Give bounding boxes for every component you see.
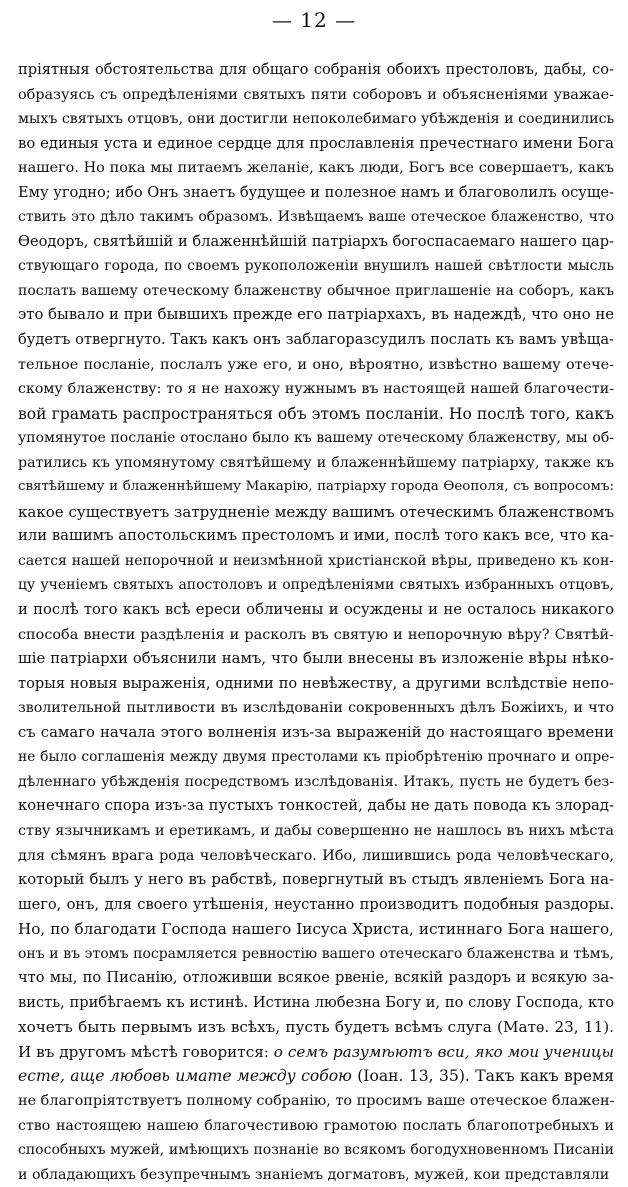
text-line: что мы, по Писанію, отложивши всякое рвеніе, всякій раздоръ и всякую за-: [18, 969, 614, 987]
text-line: И въ другомъ мѣстѣ говорится: о семъ разумѣютъ вси, яко мои ученицы: [18, 1042, 614, 1061]
text-line: онъ и въ этомъ посрамляется ревностію вашего отеческаго блаженства и тѣмъ,: [18, 945, 614, 962]
text-line: есте, аще любовь имате между собою (Іоан. 13, 35). Такъ какъ время: [18, 1067, 614, 1086]
text-line: послать вашему отеческому блаженству обычное приглашеніе на соборъ, какъ: [18, 282, 614, 299]
text-line: ству язычникамъ и еретикамъ, и дабы совершенно не нашлось въ нихъ мѣста: [18, 822, 614, 839]
text-line: торыя новыя выраженія, одними по невѣжеству, а другими вслѣдствіе непо-: [18, 674, 614, 692]
text-line: во единыя уста и единое сердце для прославленія пречестнаго имени Бога: [18, 134, 614, 152]
text-line: это бывало и при бывшихъ прежде его патріархахъ, въ надеждѣ, что оно не: [18, 306, 614, 324]
text-line: и послѣ того какъ всѣ ереси обличены и осуждены и не осталось никакого: [18, 601, 614, 619]
text-line: способа внести раздѣленія и расколъ въ святую и непорочную вѣру? Святѣй-: [18, 626, 614, 643]
text-line: пріятныя обстоятельства для общаго собранія обоихъ престоловъ, дабы, со-: [18, 61, 614, 78]
text-line: будетъ отвергнуто. Такъ какъ онъ заблагоразсудилъ послать къ вамъ увѣща-: [18, 331, 614, 349]
text-line: не было соглашенія между двумя престолами къ пріобрѣтенію прочнаго и опре-: [18, 749, 614, 766]
text-line: для сѣмянъ врага рода человѣческаго. Ибо, лишившись рода человѣческаго,: [18, 847, 614, 864]
text-line: конечнаго спора изъ-за пустыхъ тонкостей, дабы не дать повода къ злорад-: [18, 797, 614, 815]
text-line: дѣленнаго убѣжденія посредствомъ изслѣдованія. Итакъ, пусть не будетъ без-: [18, 773, 614, 790]
text-line: Но, по благодати Господа нашего Іисуса Христа, истиннаго Бога нашего,: [18, 920, 614, 939]
text-line: Ему угодно; ибо Онъ знаетъ будущее и полезное намъ и благоволилъ осуще-: [18, 183, 614, 201]
text-line: ствить это дѣло такимъ образомъ. Извѣщаемъ ваше отеческое блаженство, что: [18, 209, 614, 226]
text-line: образуясь съ опредѣленіями святыхъ пяти соборовъ и объясненіями уважае-: [18, 86, 614, 103]
text-line: способныхъ мужей, имѣющихъ познаніе во всякомъ богодухновенномъ Писаніи: [18, 1142, 614, 1159]
text-line: съ самаго начала этого волненія изъ-за выраженій до настоящаго времени: [18, 723, 614, 741]
page-number: — 12 —: [271, 8, 357, 32]
body-text: [18, 58, 614, 1187]
text-line: скому блаженству: то я не нахожу нужнымъ въ настоящей нашей благочести-: [18, 381, 614, 398]
text-line: шіе патріархи объяснили намъ, что были внесены въ изложеніе вѣры нѣко-: [18, 650, 614, 668]
text-line: ратились къ упомянутому святѣйшему и блаженнѣйшему патріарху, также къ: [18, 454, 614, 471]
text-line: нашего. Но пока мы питаемъ желаніе, какъ люди, Богъ все совершаетъ, какъ: [18, 160, 614, 177]
text-line: не благопріятствуетъ полному собранію, то просимъ ваше отеческое блажен-: [18, 1092, 615, 1109]
text-line: который былъ у него въ рабствѣ, повергнутый въ стыдъ явленіемъ Бога на-: [18, 871, 614, 889]
text-line: вой грамать распространяться объ этомъ посланіи. Но послѣ того, какъ: [18, 404, 614, 423]
text-line: Ѳеодоръ, святѣйшій и блаженнѣйшій патріархъ богоспасаемаго нашего цар-: [18, 232, 614, 250]
text-line: ство настоящею нашею благочестивою грамотою послать благопотребныхъ и: [18, 1117, 614, 1134]
text-line: зволительной пытливости въ изслѣдованіи сокровенныхъ дѣлъ Божіихъ, и что: [18, 700, 614, 717]
text-line: висть, прибѣгаемъ къ истинѣ. Истина любезна Богу и, по слову Господа, кто: [18, 993, 614, 1011]
text-line: хочетъ быть первымъ изъ всѣхъ, пусть будетъ всѣмъ слуга (Матѳ. 23, 11).: [18, 1018, 614, 1037]
text-line: мыхъ святыхъ отцовъ, они достигли непоколебимаго убѣжденія и соединились: [18, 111, 615, 128]
text-line: упомянутое посланіе отослано было къ вашему отеческому блаженству, мы об-: [18, 430, 614, 447]
text-line: сается нашей непорочной и неизмѣнной христіанской вѣры, приведено къ кон-: [18, 552, 614, 569]
text-line: тельное посланіе, послалъ уже его, и оно, вѣроятно, извѣстно вашему отече-: [18, 356, 614, 373]
text-line: святѣйшему и блаженнѣйшему Макарію, патріарху города Ѳеополя, съ вопросомъ:: [18, 479, 614, 495]
text-line: шего, онъ, для своего утѣшенія, неустанно производитъ подобныя раздоры.: [18, 895, 614, 913]
text-line: ствующаго города, по своемъ рукоположеніи внушилъ нашей свѣтлости мысль: [18, 258, 614, 275]
text-line: и обладающихъ безупречнымъ знаніемъ догматовъ, мужей, кои представляли: [18, 1166, 610, 1183]
text-line: цу ученіемъ святыхъ апостоловъ и опредѣленіями святыхъ избранныхъ отцовъ,: [18, 577, 614, 594]
text-line: какое существуетъ затрудненіе между вашимъ отеческимъ блаженствомъ: [18, 502, 614, 521]
text-line: или вашимъ апостольскимъ престоломъ и ими, послѣ того какъ все, что ка-: [18, 527, 614, 545]
